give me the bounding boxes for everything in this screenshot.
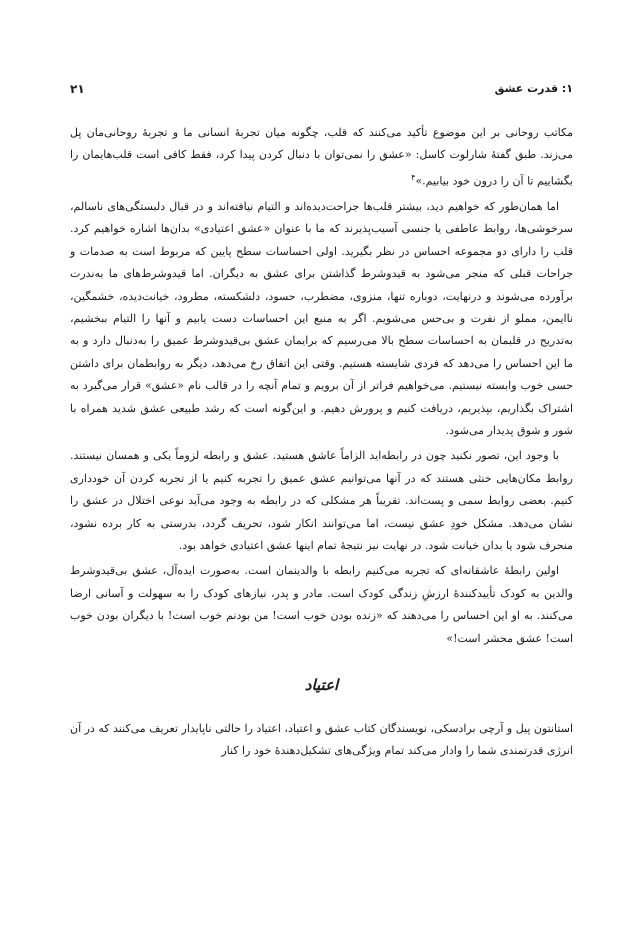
body-text [70, 122, 573, 650]
footnote-marker: ۴ [411, 172, 416, 182]
paragraph-4: اولین رابطهٔ عاشقانه‌ای که تجربه می‌کنیم رابطه با والدینمان است. به‌صورت ایده‌آل، عشق بی‌قیدوشرط والدین به کودک تأییدکنندهٔ ارزشِ زندگی کودک است. مادر و پدر، نیازهای کودک را به سهولت و آسانی ارضا می‌کنند. به او این احساس را می‌دهند که «زنده بودن خوب است! من بودنم خوب است! با دیگران بودن خوب است! عشق محشر است!» [70, 564, 573, 645]
book-page [70, 78, 573, 878]
paragraph-2: اما همان‌طور که خواهیم دید، بیشتر قلب‌ها جراحت‌دیده‌اند و التیام نیافته‌اند و در قبال دلبستگی‌های ناسالم، سرخوشی‌ها، روابط عاطفی یا جنسی آسیب‌پذیرند که ما با عنوان «عشق اعتیادی» بدان‌ها اشاره خواهیم کرد. قلب را دارای دو مجموعه احساس در نظر بگیرید. اولی احساسات سطح پایین که مربوط است به صدمات و جراحات قبلی که منجر می‌شود به قیدوشرط گذاشتن برای عشق به دیگران. اما قیدوشرط‌های ما به‌ندرت برآورده می‌شوند و درنهایت، دوباره تنها، منزوی، مضطرب، حسود، دلشکسته، مطرود، خیانت‌دیده، خشمگین، ناایمن، مملو از نفرت و بی‌حس می‌شویم. اگر به منبع این احساسات دست یابیم و آنها را التیام ببخشیم، به‌تدریج در قلبمان به احساسات سطح بالا می‌رسیم که برایمان عشق بی‌قیدوشرط عمیق را به‌دنبال دارد و به ما این احساس را می‌دهد که فردی شایسته هستیم. وقتی این اتفاق رخ می‌دهد، دیگر به روابطمان برای داشتن حسی خوب وابسته نیستیم. می‌خواهیم فراتر از آن برویم و تمام آنچه را در قالب نام «عشق» قرار می‌گیرد به اشتراک بگذاریم، بپذیریم، دریافت کنیم و پرورش دهیم. و این‌گونه است که رشد طبیعی عشق شدید همراه با شور و شوق پدیدار می‌شود. [70, 199, 573, 437]
paragraph-1: مکاتب روحانی بر این موضوع تأکید می‌کنند که قلب، چگونه میان تجربهٔ انسانی ما و تجربهٔ روحانی‌مان پل می‌زند. طبق گفتهٔ شارلوت کاسل: «عشق را نمی‌توان با دنبال کردن پیدا کرد، فقط کافی است قلب‌هایمان را بگشاییم تا آن را درون خود بیابیم.»$^۴$ [70, 126, 573, 188]
section-body [70, 718, 573, 763]
chapter-title: ۱: قدرت عشق [494, 82, 573, 95]
section-paragraph: استانتون پیل و آرچی برادسکی، نویسندگان کتاب عشق و اعتیاد، اعتیاد را حالتی ناپایدار تعریف می‌کنند که در آن انرژی قدرتمندی شما را وادار می‌کند تمام ویژگی‌های تشکیل‌دهندهٔ خود را کنار [69, 722, 573, 758]
section-heading: اعتیاد [304, 676, 339, 694]
running-header [70, 78, 573, 100]
paragraph-3: با وجود این، تصور نکنید چون در رابطه‌اید الزاماً عاشق هستید. عشق و رابطه لزوماً یکی و همسان نیستند. روابط مکان‌هایی خنثی هستند که در آنها می‌توانیم عشق عمیق را تجربه کنیم یا از تجربه کردن آن خودداری کنیم. بعضی روابط سمی و پست‌اند. تقریباً هر مشکلی که در رابطه به وجود می‌آید نوعی اختلال در عشق را نشان می‌دهد. مشکل خودِ عشق نیست، اما می‌توانند انکار شود، تحریف گردد، بدرستی به کار برده نشود، منحرف شود یا بدان خیانت شود. در نهایت نیز نتیجهٔ تمام اینها عشق اعتیادی خواهد بود. [70, 449, 573, 552]
page-number: ۲۱ [70, 82, 85, 96]
